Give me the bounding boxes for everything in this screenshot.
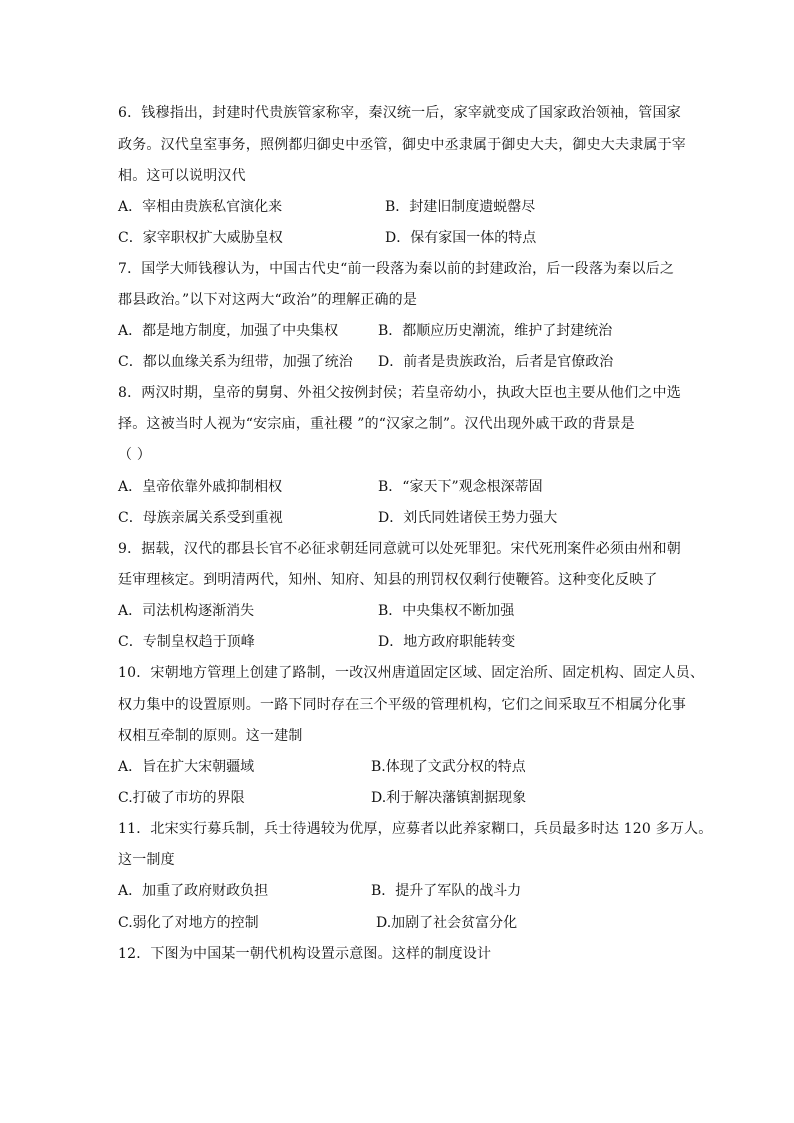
q7-option-a: A．都是地方制度，加强了中央集权 [118,323,339,339]
q6-option-a: A．宰相由贵族私官演化来 [118,199,283,215]
q8-option-c: C．母族亲属关系受到重视 [118,510,283,526]
q9-option-c: C．专制皇权趋于顶峰 [118,634,255,650]
q10-stem-line1: 10．宋朝地方管理上创建了路制，一改汉州唐道固定区域、固定治所、固定机构、固定人员、 [118,665,705,681]
q8-stem-line2: 择。这被当时人视为“安宗庙，重社稷 ”的“汉家之制”。汉代出现外戚干政的背景是 [118,416,635,432]
q10-option-b: B.体现了文武分权的特点 [371,759,526,775]
q9-option-d: D．地方政府职能转变 [378,634,516,650]
q7-option-d: D．前者是贵族政治，后者是官僚政治 [378,354,614,370]
q8-option-a: A．皇帝依靠外戚抑制相权 [118,479,283,495]
q6-stem-line3: 相。这可以说明汉代 [118,168,246,184]
q9-stem-line1: 9．据载，汉代的郡县长官不必征求朝廷同意就可以处死罪犯。宋代死刑案件必须由州和朝 [118,541,681,557]
q7-stem-line1: 7．国学大师钱穆认为，中国古代史“前一段落为秦以前的封建政治，后一段落为秦以后之 [118,261,675,277]
q9-stem-line2: 廷审理核定。到明清两代，知州、知府、知县的刑罚权仅剩行使鞭笞。这种变化反映了 [118,572,658,588]
q7-option-b: B．都顺应历史潮流，维护了封建统治 [378,323,613,339]
q10-stem-line2: 权力集中的设置原则。一路下同时存在三个平级的管理机构，它们之间采取互不相属分化事 [118,697,686,713]
q10-option-a: A．旨在扩大宋朝疆域 [118,759,255,775]
q6-stem-line2: 政务。汉代皇室事务，照例都归御史中丞管，御史中丞隶属于御史大夫，御史大夫隶属于宰 [118,137,686,153]
q10-option-c: C.打破了市坊的界限 [118,790,245,806]
q11-option-c: C.弱化了对地方的控制 [118,915,259,931]
q6-stem-line1: 6．钱穆指出，封建时代贵族管家称宰，秦汉统一后，家宰就变成了国家政治领袖，管国家 [118,105,681,121]
q11-option-b: B．提升了军队的战斗力 [371,883,522,899]
q6-option-c: C．家宰职权扩大威胁皇权 [118,230,283,246]
q8-stem-line1: 8．两汉时期，皇帝的舅舅、外祖父按例封侯；若皇帝幼小，执政大臣也主要从他们之中选 [118,385,681,401]
q8-option-d: D．刘氏同姓诸侯王势力强大 [378,510,558,526]
q8-option-b: B．“家天下”观念根深蒂固 [378,479,543,495]
q11-stem-line1: 11．北宋实行募兵制，兵士待遇较为优厚，应募者以此养家糊口，兵员最多时达 120 多万人。 [118,821,713,837]
q6-option-b: B．封建旧制度遗蜕罄尽 [385,199,536,215]
q9-option-b: B．中央集权不断加强 [378,603,515,619]
q7-option-c: C．都以血缘关系为纽带，加强了统治 [118,354,353,370]
q10-option-d: D.利于解决藩镇割据现象 [371,790,527,806]
q6-option-d: D．保有家国一体的特点 [385,230,537,246]
q11-stem-line2: 这一制度 [118,852,175,868]
q9-option-a: A．司法机构逐渐消失 [118,603,255,619]
q10-stem-line3: 权相互牵制的原则。这一建制 [118,728,303,744]
q11-option-d: D.加剧了社会贫富分化 [376,915,518,931]
q7-stem-line2: 郡县政治。”以下对这两大“政治”的理解正确的是 [118,292,418,308]
q11-option-a: A．加重了政府财政负担 [118,883,269,899]
q12-stem-line1: 12．下图为中国某一朝代机构设置示意图。这样的制度设计 [118,946,492,962]
q8-stem-line3: （ ） [118,447,152,463]
